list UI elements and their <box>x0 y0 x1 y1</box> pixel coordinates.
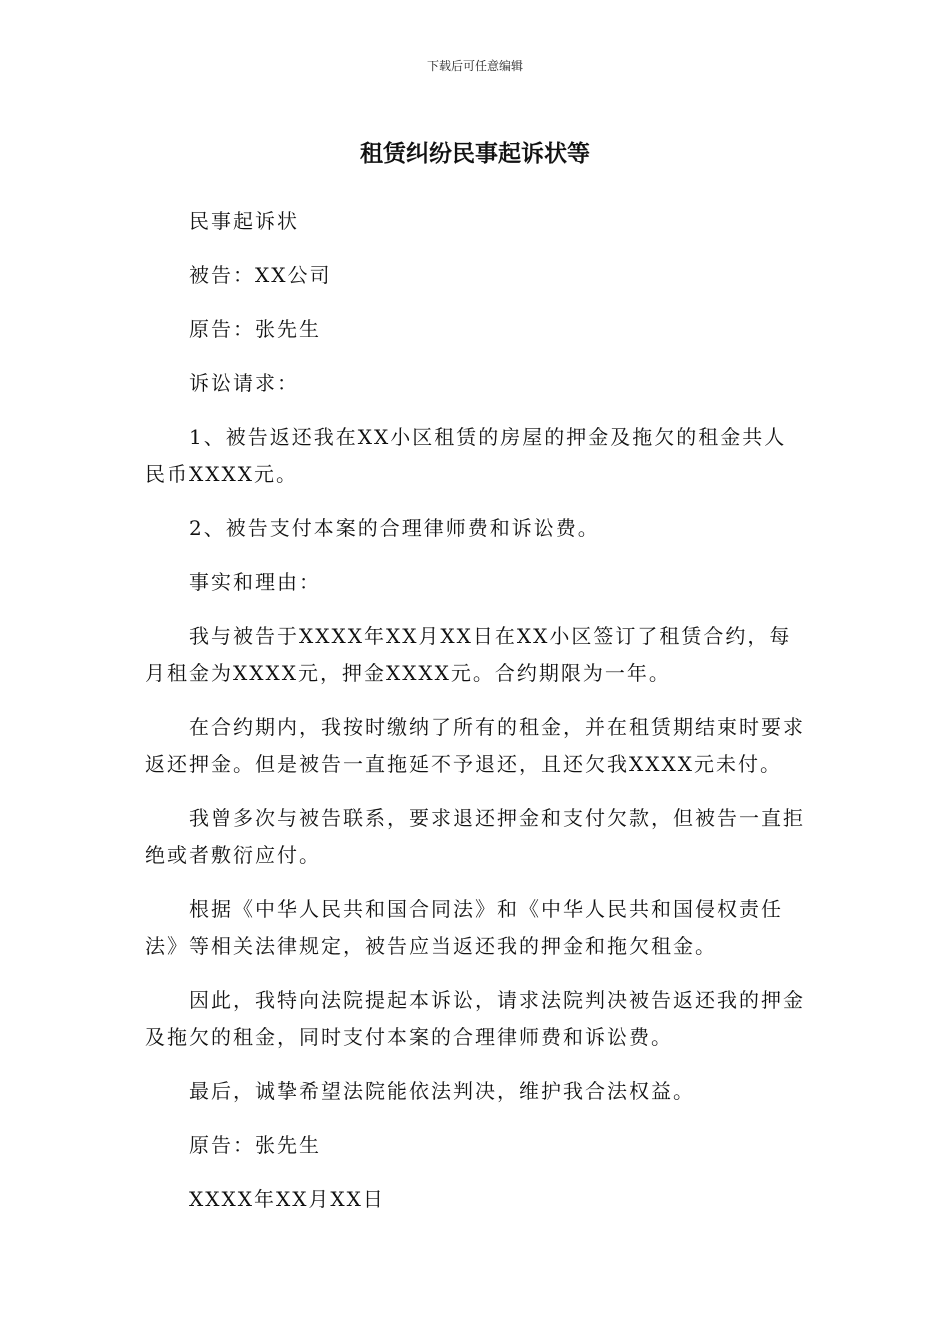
paragraph-date: XXXX年XX月XX日 <box>189 1187 385 1211</box>
paragraph-fact-3: 我曾多次与被告联系，要求退还押金和支付欠款，但被告一直拒绝或者敷衍应付。 <box>145 806 805 867</box>
paragraph-fact-1: 我与被告于XXXX年XX月XX日在XX小区签订了租赁合约，每月租金为XXXX元，押金XXXX元。合约期限为一年。 <box>145 624 792 685</box>
paragraph-signature: 原告：张先生 <box>189 1133 321 1157</box>
paragraph-defendant: 被告：XX公司 <box>189 263 332 287</box>
paragraph-claim-1: 1、被告返还我在XX小区租赁的房屋的押金及拖欠的租金共人民币XXXX元。 <box>145 425 787 486</box>
paragraph-request: 因此，我特向法院提起本诉讼，请求法院判决被告返还我的押金及拖欠的租金，同时支付本案的合理律师费和诉讼费。 <box>145 988 805 1049</box>
document-body <box>145 203 805 1235</box>
paragraph-heading: 民事起诉状 <box>189 209 299 233</box>
paragraph-fact-2: 在合约期内，我按时缴纳了所有的租金，并在租赁期结束时要求返还押金。但是被告一直拖延不予退还，且还欠我XXXX元未付。 <box>145 715 805 776</box>
paragraph-plaintiff: 原告：张先生 <box>189 317 321 341</box>
document-title: 租赁纠纷民事起诉状等 <box>360 141 590 167</box>
paragraph-facts-label: 事实和理由： <box>189 570 321 594</box>
paragraph-claims-label: 诉讼请求： <box>189 371 299 395</box>
paragraph-closing: 最后，诚挚希望法院能依法判决，维护我合法权益。 <box>189 1079 695 1103</box>
page-header-note: 下载后可任意编辑 <box>426 59 523 73</box>
paragraph-claim-2: 2、被告支付本案的合理律师费和诉讼费。 <box>189 516 600 540</box>
paragraph-legal-basis: 根据《中华人民共和国合同法》和《中华人民共和国侵权责任法》等相关法律规定，被告应当返还我的押金和拖欠租金。 <box>145 897 783 958</box>
